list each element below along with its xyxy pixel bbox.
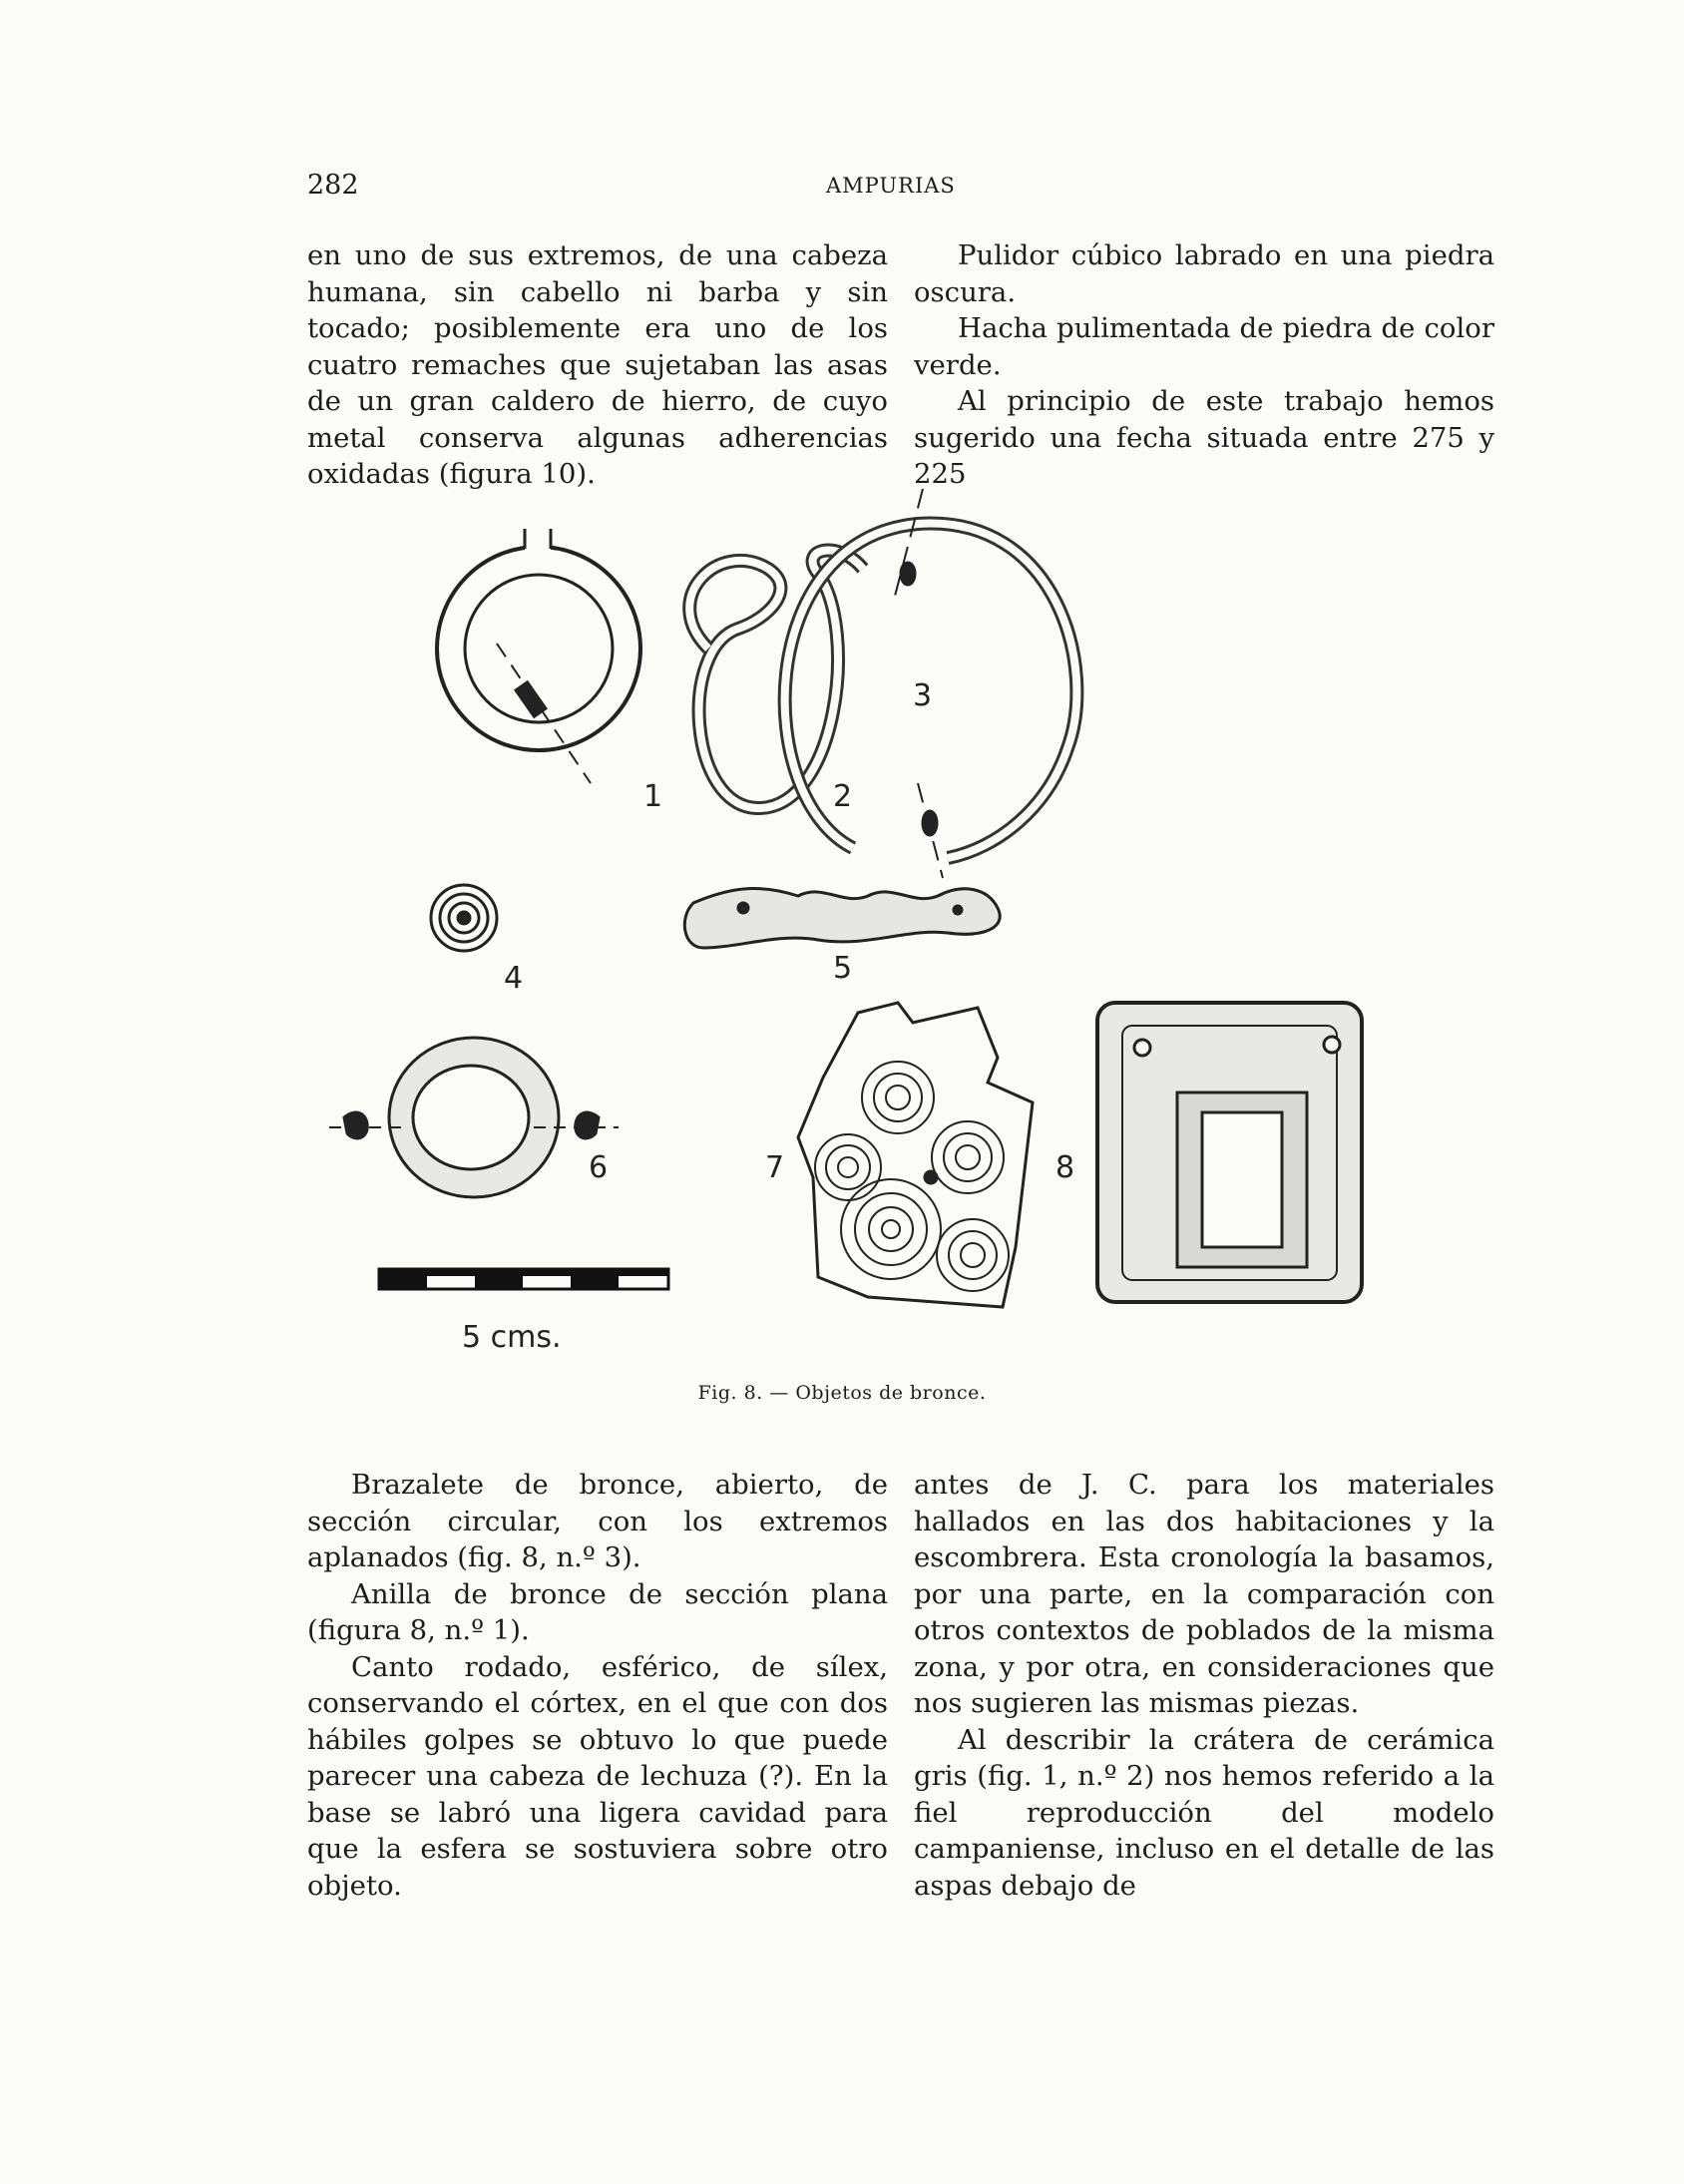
paragraph: en uno de sus extremos, de una cabeza humana, sin cabello ni barba y sin tocado; posiblemente era uno de los cuatro remaches que sujetaban las asas de un gran caldero de hierro, de cuyo metal conserva algunas adherencias oxidadas (figura 10). — [307, 239, 888, 490]
paragraph: Anilla de bronce de sección plana (figura 8, n.º 1). — [307, 1577, 888, 1646]
label-object-6: 6 — [589, 1150, 609, 1185]
object-6-ring — [329, 1038, 619, 1197]
paragraph: Hacha pulimentada de piedra de color verde. — [914, 312, 1494, 381]
bottom-left-column — [307, 1467, 888, 1904]
paragraph: antes de J. C. para los materiales hallados en las dos habitaciones y la escombrera. Esta cronología la basamos, por una parte, en la comparación con otros contextos de poblados de la misma zona, y por otra, en consideraciones que nos sugieren las mismas piezas. — [914, 1469, 1494, 1719]
label-object-5: 5 — [833, 951, 853, 986]
object-4-disc — [431, 885, 497, 951]
paragraph: Al principio de este trabajo hemos sugerido una fecha situada entre 275 y 225 — [914, 385, 1494, 490]
figure-bronze-objects — [299, 479, 1496, 1377]
object-7-plaque — [798, 1003, 1033, 1307]
paragraph: Brazalete de bronce, abierto, de sección circular, con los extremos aplanados (fig. 8, n.º 3). — [307, 1469, 888, 1573]
label-object-2: 2 — [833, 779, 853, 814]
paragraph: Pulidor cúbico labrado en una piedra oscura. — [914, 239, 1494, 308]
scale-bar — [379, 1269, 668, 1355]
label-object-3: 3 — [913, 678, 933, 713]
top-left-column — [307, 237, 888, 493]
top-right-column — [914, 237, 1494, 493]
running-title: AMPURIAS — [826, 174, 956, 198]
label-object-7: 7 — [765, 1150, 785, 1185]
figure-drawing — [299, 479, 1496, 1377]
scale-label: 5 cms. — [462, 1320, 562, 1355]
label-object-4: 4 — [504, 961, 524, 996]
bottom-right-column — [914, 1467, 1494, 1904]
object-5-rod — [684, 889, 1000, 948]
paragraph: Canto rodado, esférico, de sílex, conservando el córtex, en el que con dos hábiles golpes se obtuvo lo que puede parecer una cabeza de lechuza (?). En la base se labró una ligera cavidad para que la esfera se sostuviera sobre otro objeto. — [307, 1650, 888, 1902]
paragraph: Al describir la crátera de cerámica gris (fig. 1, n.º 2) nos hemos referido a la fiel reproducción del modelo campaniense, incluso en el detalle de las aspas debajo de — [914, 1723, 1494, 1902]
label-object-8: 8 — [1055, 1150, 1075, 1185]
object-1-ring — [437, 527, 640, 783]
object-2-wire — [689, 550, 863, 808]
page-number: 282 — [307, 170, 359, 201]
label-object-1: 1 — [643, 779, 663, 814]
running-head — [307, 170, 1474, 210]
figure-caption: Fig. 8. — Objetos de bronce. — [697, 1382, 987, 1404]
object-8-buckle — [1097, 1003, 1362, 1302]
